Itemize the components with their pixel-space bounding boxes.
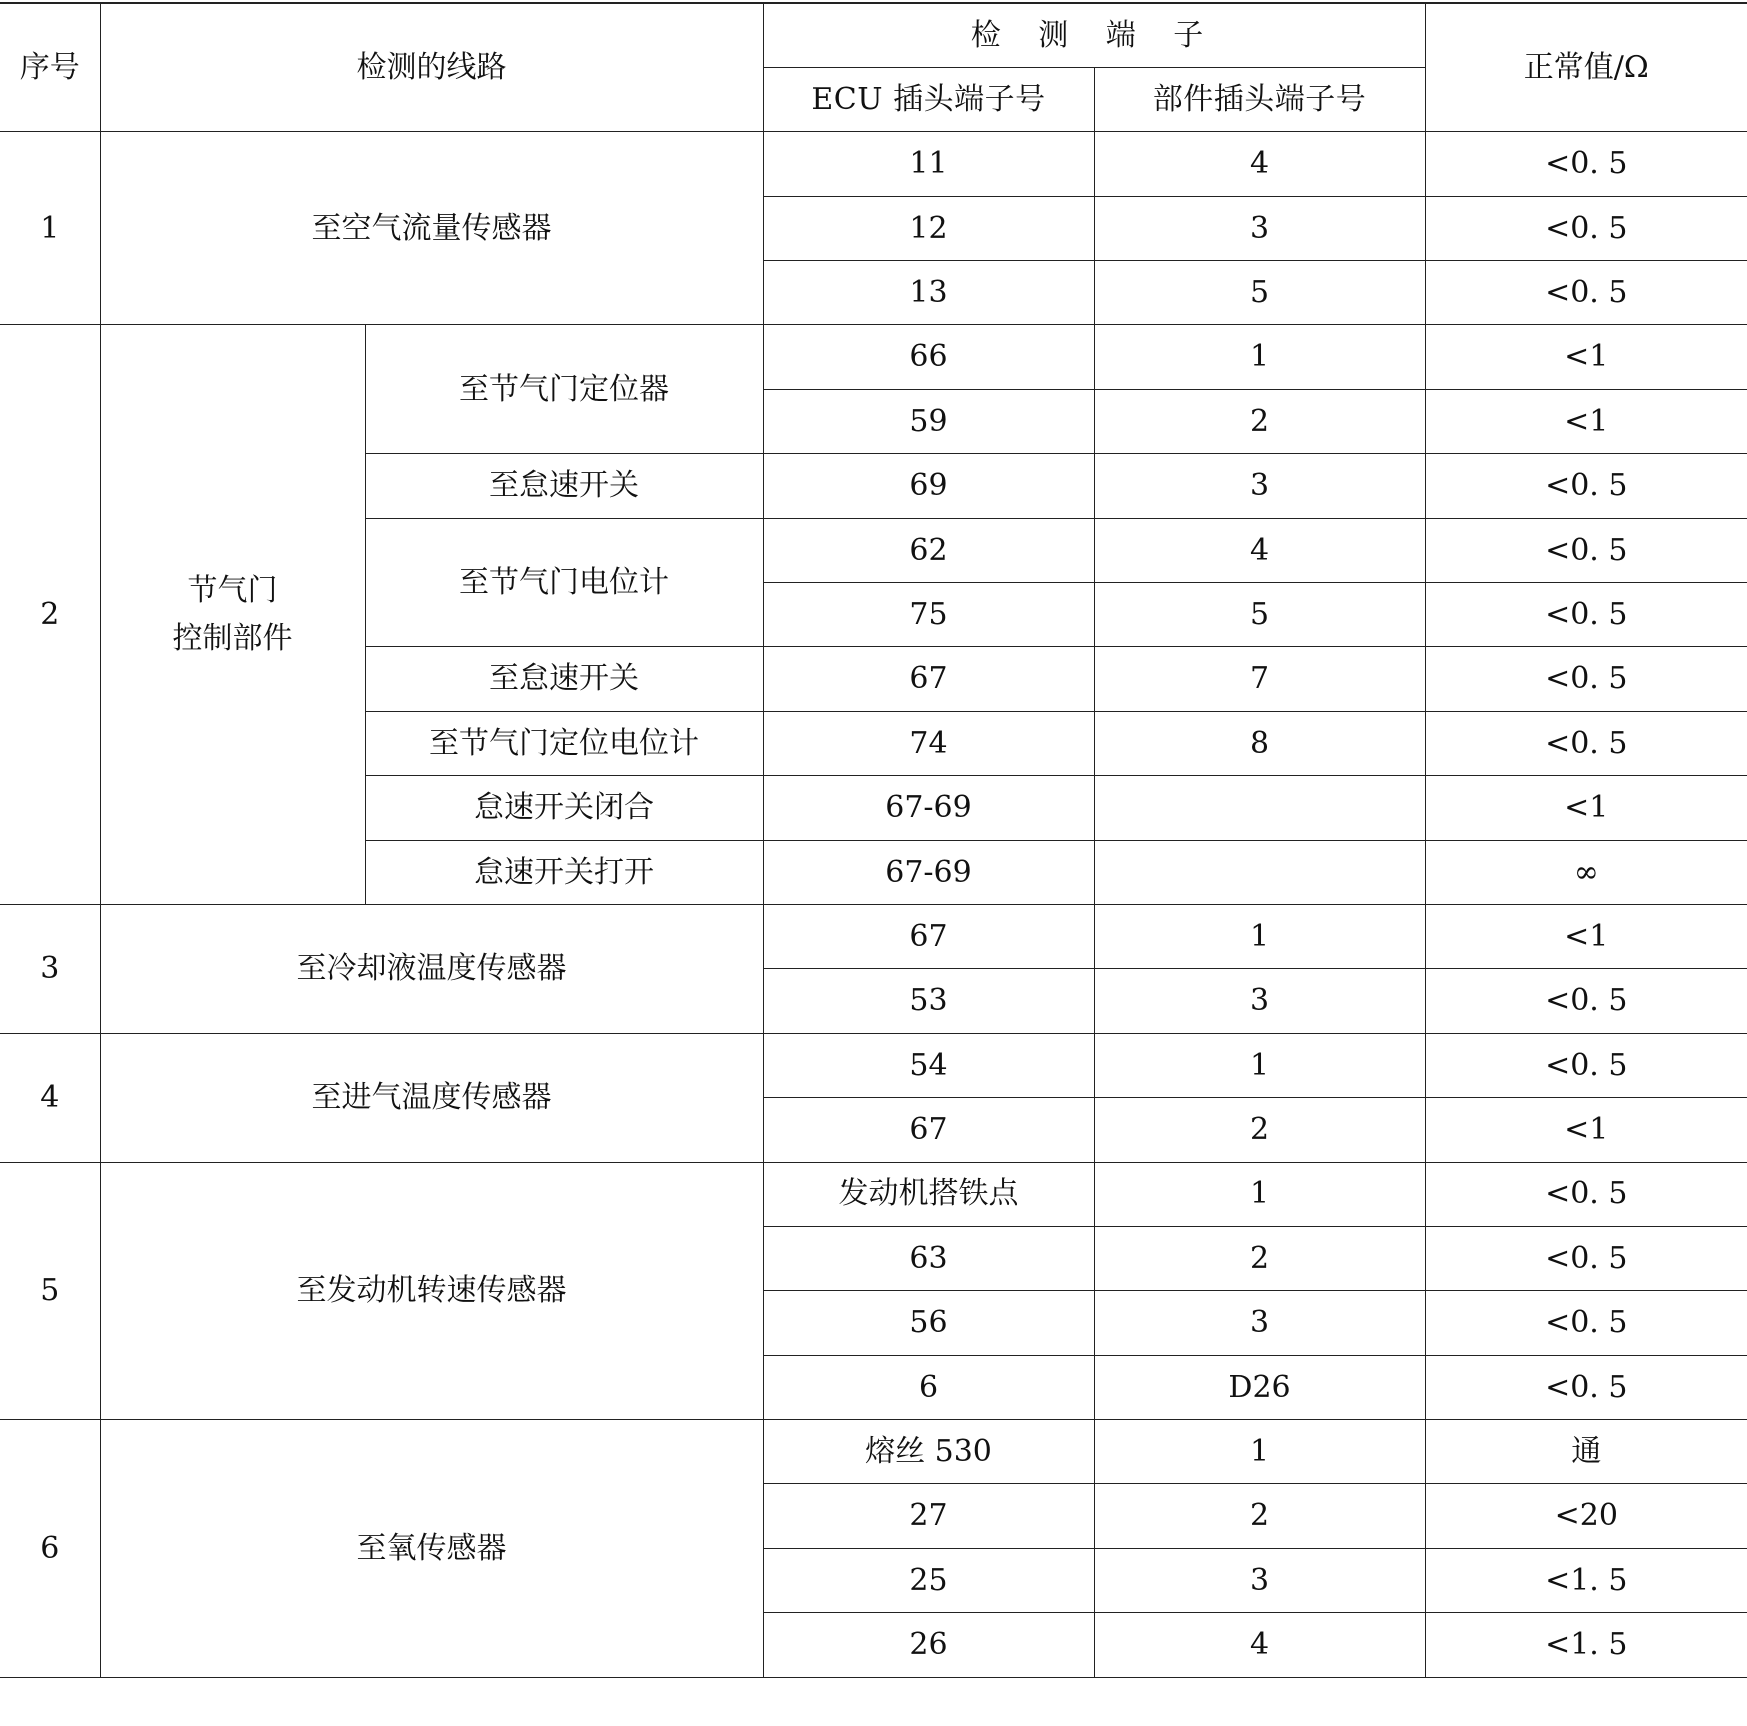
normal-value-cell: <1. 5 — [1425, 1613, 1747, 1677]
normal-value-cell: <1. 5 — [1425, 1548, 1747, 1612]
component-pin-cell: 8 — [1094, 711, 1425, 775]
ecu-pin-cell: 53 — [763, 969, 1094, 1033]
ecu-pin-cell: 62 — [763, 518, 1094, 582]
component-pin-cell: 2 — [1094, 389, 1425, 453]
normal-value-cell: <0. 5 — [1425, 583, 1747, 647]
normal-value-cell: <0. 5 — [1425, 1033, 1747, 1097]
ecu-pin-cell: 67 — [763, 904, 1094, 968]
circuit-group-line: 控制部件 — [172, 620, 293, 656]
table-row — [0, 904, 1747, 968]
component-pin-cell: 3 — [1094, 454, 1425, 518]
component-pin-cell: 1 — [1094, 1162, 1425, 1226]
component-pin-cell: 1 — [1094, 904, 1425, 968]
ecu-pin-cell: 54 — [763, 1033, 1094, 1097]
component-pin-cell — [1094, 776, 1425, 840]
ecu-pin-cell: 13 — [763, 261, 1094, 325]
normal-value-cell: <1 — [1425, 1098, 1747, 1162]
ecu-pin-cell: 67 — [763, 1098, 1094, 1162]
component-pin-cell: 1 — [1094, 325, 1425, 389]
normal-value-cell: <1 — [1425, 389, 1747, 453]
seq-cell: 5 — [0, 1162, 100, 1420]
component-pin-cell: D26 — [1094, 1355, 1425, 1419]
ecu-pin-cell: 69 — [763, 454, 1094, 518]
ecu-pin-cell: 56 — [763, 1291, 1094, 1355]
sub-circuit-cell: 怠速开关打开 — [365, 840, 763, 904]
normal-value-cell: <0. 5 — [1425, 1162, 1747, 1226]
header-ecu-pin: ECU 插头端子号 — [763, 67, 1094, 131]
seq-cell: 4 — [0, 1033, 100, 1162]
normal-value-cell: <0. 5 — [1425, 969, 1747, 1033]
circuit-group-line: 节气门 — [187, 572, 278, 608]
normal-value-cell: <0. 5 — [1425, 196, 1747, 260]
table-body — [0, 3, 1747, 1677]
header-terminals: 检 测 端 子 — [763, 3, 1425, 67]
header-circuit: 检测的线路 — [100, 3, 763, 132]
component-pin-cell: 4 — [1094, 518, 1425, 582]
normal-value-cell: <1 — [1425, 904, 1747, 968]
ecu-pin-cell: 63 — [763, 1226, 1094, 1290]
normal-value-cell: <0. 5 — [1425, 1291, 1747, 1355]
normal-value-cell: <0. 5 — [1425, 454, 1747, 518]
ecu-pin-cell: 11 — [763, 132, 1094, 196]
normal-value-cell: <20 — [1425, 1484, 1747, 1548]
seq-cell: 1 — [0, 132, 100, 325]
seq-cell: 6 — [0, 1420, 100, 1678]
component-pin-cell: 2 — [1094, 1226, 1425, 1290]
ecu-pin-cell: 59 — [763, 389, 1094, 453]
ecu-pin-cell: 67-69 — [763, 776, 1094, 840]
component-pin-cell: 3 — [1094, 1291, 1425, 1355]
normal-value-cell: <0. 5 — [1425, 1226, 1747, 1290]
circuit-cell: 至空气流量传感器 — [100, 132, 763, 325]
sub-circuit-cell: 至怠速开关 — [365, 454, 763, 518]
normal-value-cell: <0. 5 — [1425, 132, 1747, 196]
component-pin-cell: 2 — [1094, 1484, 1425, 1548]
ecu-pin-cell: 67-69 — [763, 840, 1094, 904]
table-row — [0, 132, 1747, 196]
component-pin-cell: 5 — [1094, 583, 1425, 647]
ecu-pin-cell: 27 — [763, 1484, 1094, 1548]
component-pin-cell: 3 — [1094, 969, 1425, 1033]
ecu-pin-cell: 熔丝 530 — [763, 1420, 1094, 1484]
ecu-pin-cell: 发动机搭铁点 — [763, 1162, 1094, 1226]
circuit-cell: 至发动机转速传感器 — [100, 1162, 763, 1420]
sub-circuit-cell: 怠速开关闭合 — [365, 776, 763, 840]
ecu-pin-cell: 67 — [763, 647, 1094, 711]
component-pin-cell: 1 — [1094, 1420, 1425, 1484]
table-row — [0, 1162, 1747, 1226]
component-pin-cell: 3 — [1094, 196, 1425, 260]
seq-cell: 2 — [0, 325, 100, 905]
circuit-group-cell — [100, 325, 365, 905]
header-normal-value: 正常值/Ω — [1425, 3, 1747, 132]
circuit-cell: 至氧传感器 — [100, 1420, 763, 1678]
normal-value-cell: <0. 5 — [1425, 261, 1747, 325]
ecu-pin-cell: 75 — [763, 583, 1094, 647]
table-row — [0, 1420, 1747, 1484]
header-row-top — [0, 3, 1747, 67]
circuit-cell: 至冷却液温度传感器 — [100, 904, 763, 1033]
ecu-pin-cell: 74 — [763, 711, 1094, 775]
header-component-pin: 部件插头端子号 — [1094, 67, 1425, 131]
ecu-pin-cell: 25 — [763, 1548, 1094, 1612]
ecu-pin-cell: 12 — [763, 196, 1094, 260]
component-pin-cell: 7 — [1094, 647, 1425, 711]
seq-cell: 3 — [0, 904, 100, 1033]
normal-value-cell: <0. 5 — [1425, 518, 1747, 582]
ecu-pin-cell: 26 — [763, 1613, 1094, 1677]
normal-value-cell: ∞ — [1425, 840, 1747, 904]
ecu-pin-cell: 6 — [763, 1355, 1094, 1419]
normal-value-cell: <1 — [1425, 776, 1747, 840]
component-pin-cell — [1094, 840, 1425, 904]
normal-value-cell: <0. 5 — [1425, 1355, 1747, 1419]
normal-value-cell: <1 — [1425, 325, 1747, 389]
component-pin-cell: 2 — [1094, 1098, 1425, 1162]
component-pin-cell: 1 — [1094, 1033, 1425, 1097]
header-seq: 序号 — [0, 3, 100, 132]
table-row — [0, 325, 1747, 389]
ecu-pin-cell: 66 — [763, 325, 1094, 389]
component-pin-cell: 4 — [1094, 132, 1425, 196]
terminal-check-table — [0, 2, 1747, 1678]
normal-value-cell: 通 — [1425, 1420, 1747, 1484]
component-pin-cell: 4 — [1094, 1613, 1425, 1677]
component-pin-cell: 5 — [1094, 261, 1425, 325]
sub-circuit-cell: 至节气门定位器 — [365, 325, 763, 454]
sub-circuit-cell: 至怠速开关 — [365, 647, 763, 711]
sub-circuit-cell: 至节气门电位计 — [365, 518, 763, 647]
circuit-cell: 至进气温度传感器 — [100, 1033, 763, 1162]
table-row — [0, 1033, 1747, 1097]
component-pin-cell: 3 — [1094, 1548, 1425, 1612]
normal-value-cell: <0. 5 — [1425, 647, 1747, 711]
sub-circuit-cell: 至节气门定位电位计 — [365, 711, 763, 775]
normal-value-cell: <0. 5 — [1425, 711, 1747, 775]
